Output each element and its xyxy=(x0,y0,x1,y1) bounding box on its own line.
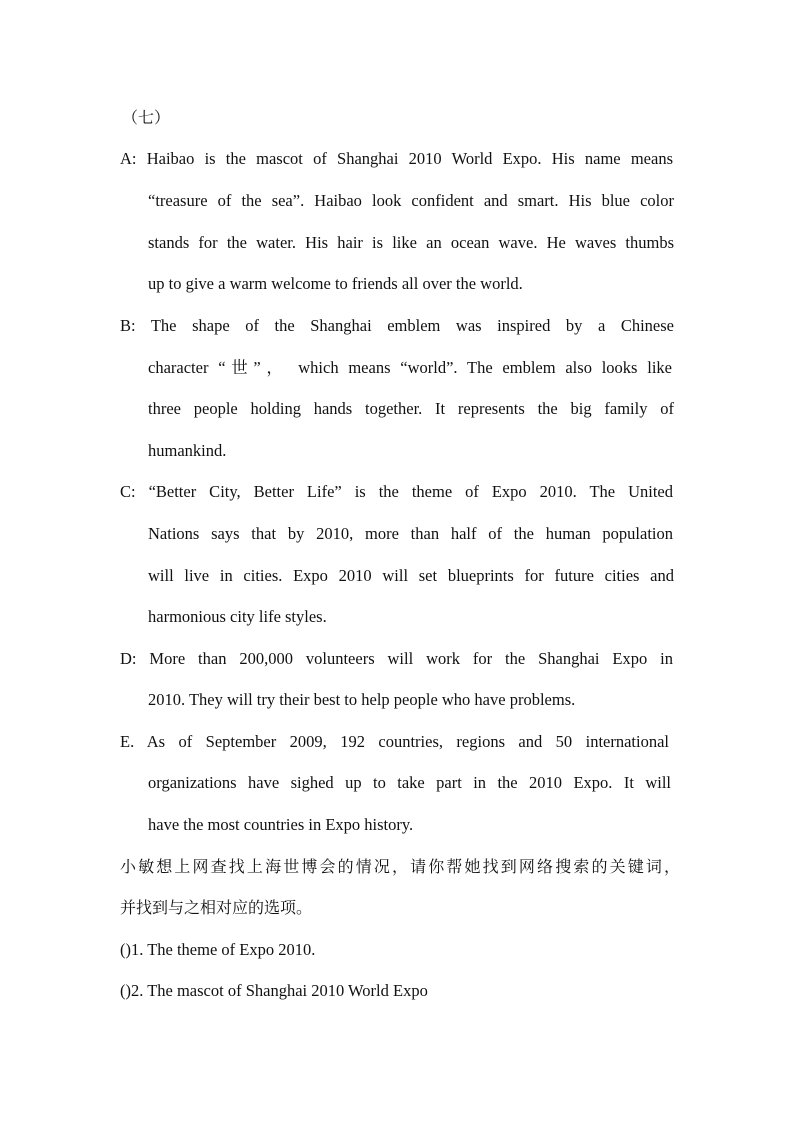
passage-c-line-4: harmonious city life styles. xyxy=(148,607,327,626)
passage-c-line-1: C: “Better City, Better Life” is the theme of Expo 2010. The United xyxy=(120,482,673,501)
section-heading: （七） xyxy=(122,108,171,127)
passage-e-line-1: E. As of September 2009, 192 countries, regions and 50 international xyxy=(120,732,669,751)
passage-a-line-1: A: Haibao is the mascot of Shanghai 2010 World Expo. His name means xyxy=(120,149,673,168)
passage-c-line-3: will live in cities. Expo 2010 will set blueprints for future cities and xyxy=(148,566,674,585)
passage-a-line-3: stands for the water. His hair is like an ocean wave. He waves thumbs xyxy=(148,233,674,252)
question-2: ()2. The mascot of Shanghai 2010 World Expo xyxy=(120,981,428,1000)
passage-b-line-2: character “世”， which means “world”. The emblem also looks like xyxy=(148,358,672,377)
instruction-line-2: 并找到与之相对应的选项。 xyxy=(120,898,313,917)
passage-b-line-3: three people holding hands together. It represents the big family of xyxy=(148,399,674,418)
question-1: ()1. The theme of Expo 2010. xyxy=(120,940,316,959)
passage-a-line-4: up to give a warm welcome to friends all over the world. xyxy=(148,274,523,293)
passage-c-line-2: Nations says that by 2010, more than half of the human population xyxy=(148,524,673,543)
passage-d-line-1: D: More than 200,000 volunteers will work for the Shanghai Expo in xyxy=(120,649,673,668)
passage-b-line-4: humankind. xyxy=(148,441,227,460)
passage-d-line-2: 2010. They will try their best to help people who have problems. xyxy=(148,690,576,709)
passage-b-line-1: B: The shape of the Shanghai emblem was inspired by a Chinese xyxy=(120,316,674,335)
passage-e-line-3: have the most countries in Expo history. xyxy=(148,815,414,834)
passage-a-line-2: “treasure of the sea”. Haibao look confident and smart. His blue color xyxy=(148,191,674,210)
instruction-line-1: 小敏想上网查找上海世博会的情况，请你帮她找到网络搜索的关键词， xyxy=(120,857,680,876)
passage-e-line-2: organizations have sighed up to take part in the 2010 Expo. It will xyxy=(148,773,671,792)
